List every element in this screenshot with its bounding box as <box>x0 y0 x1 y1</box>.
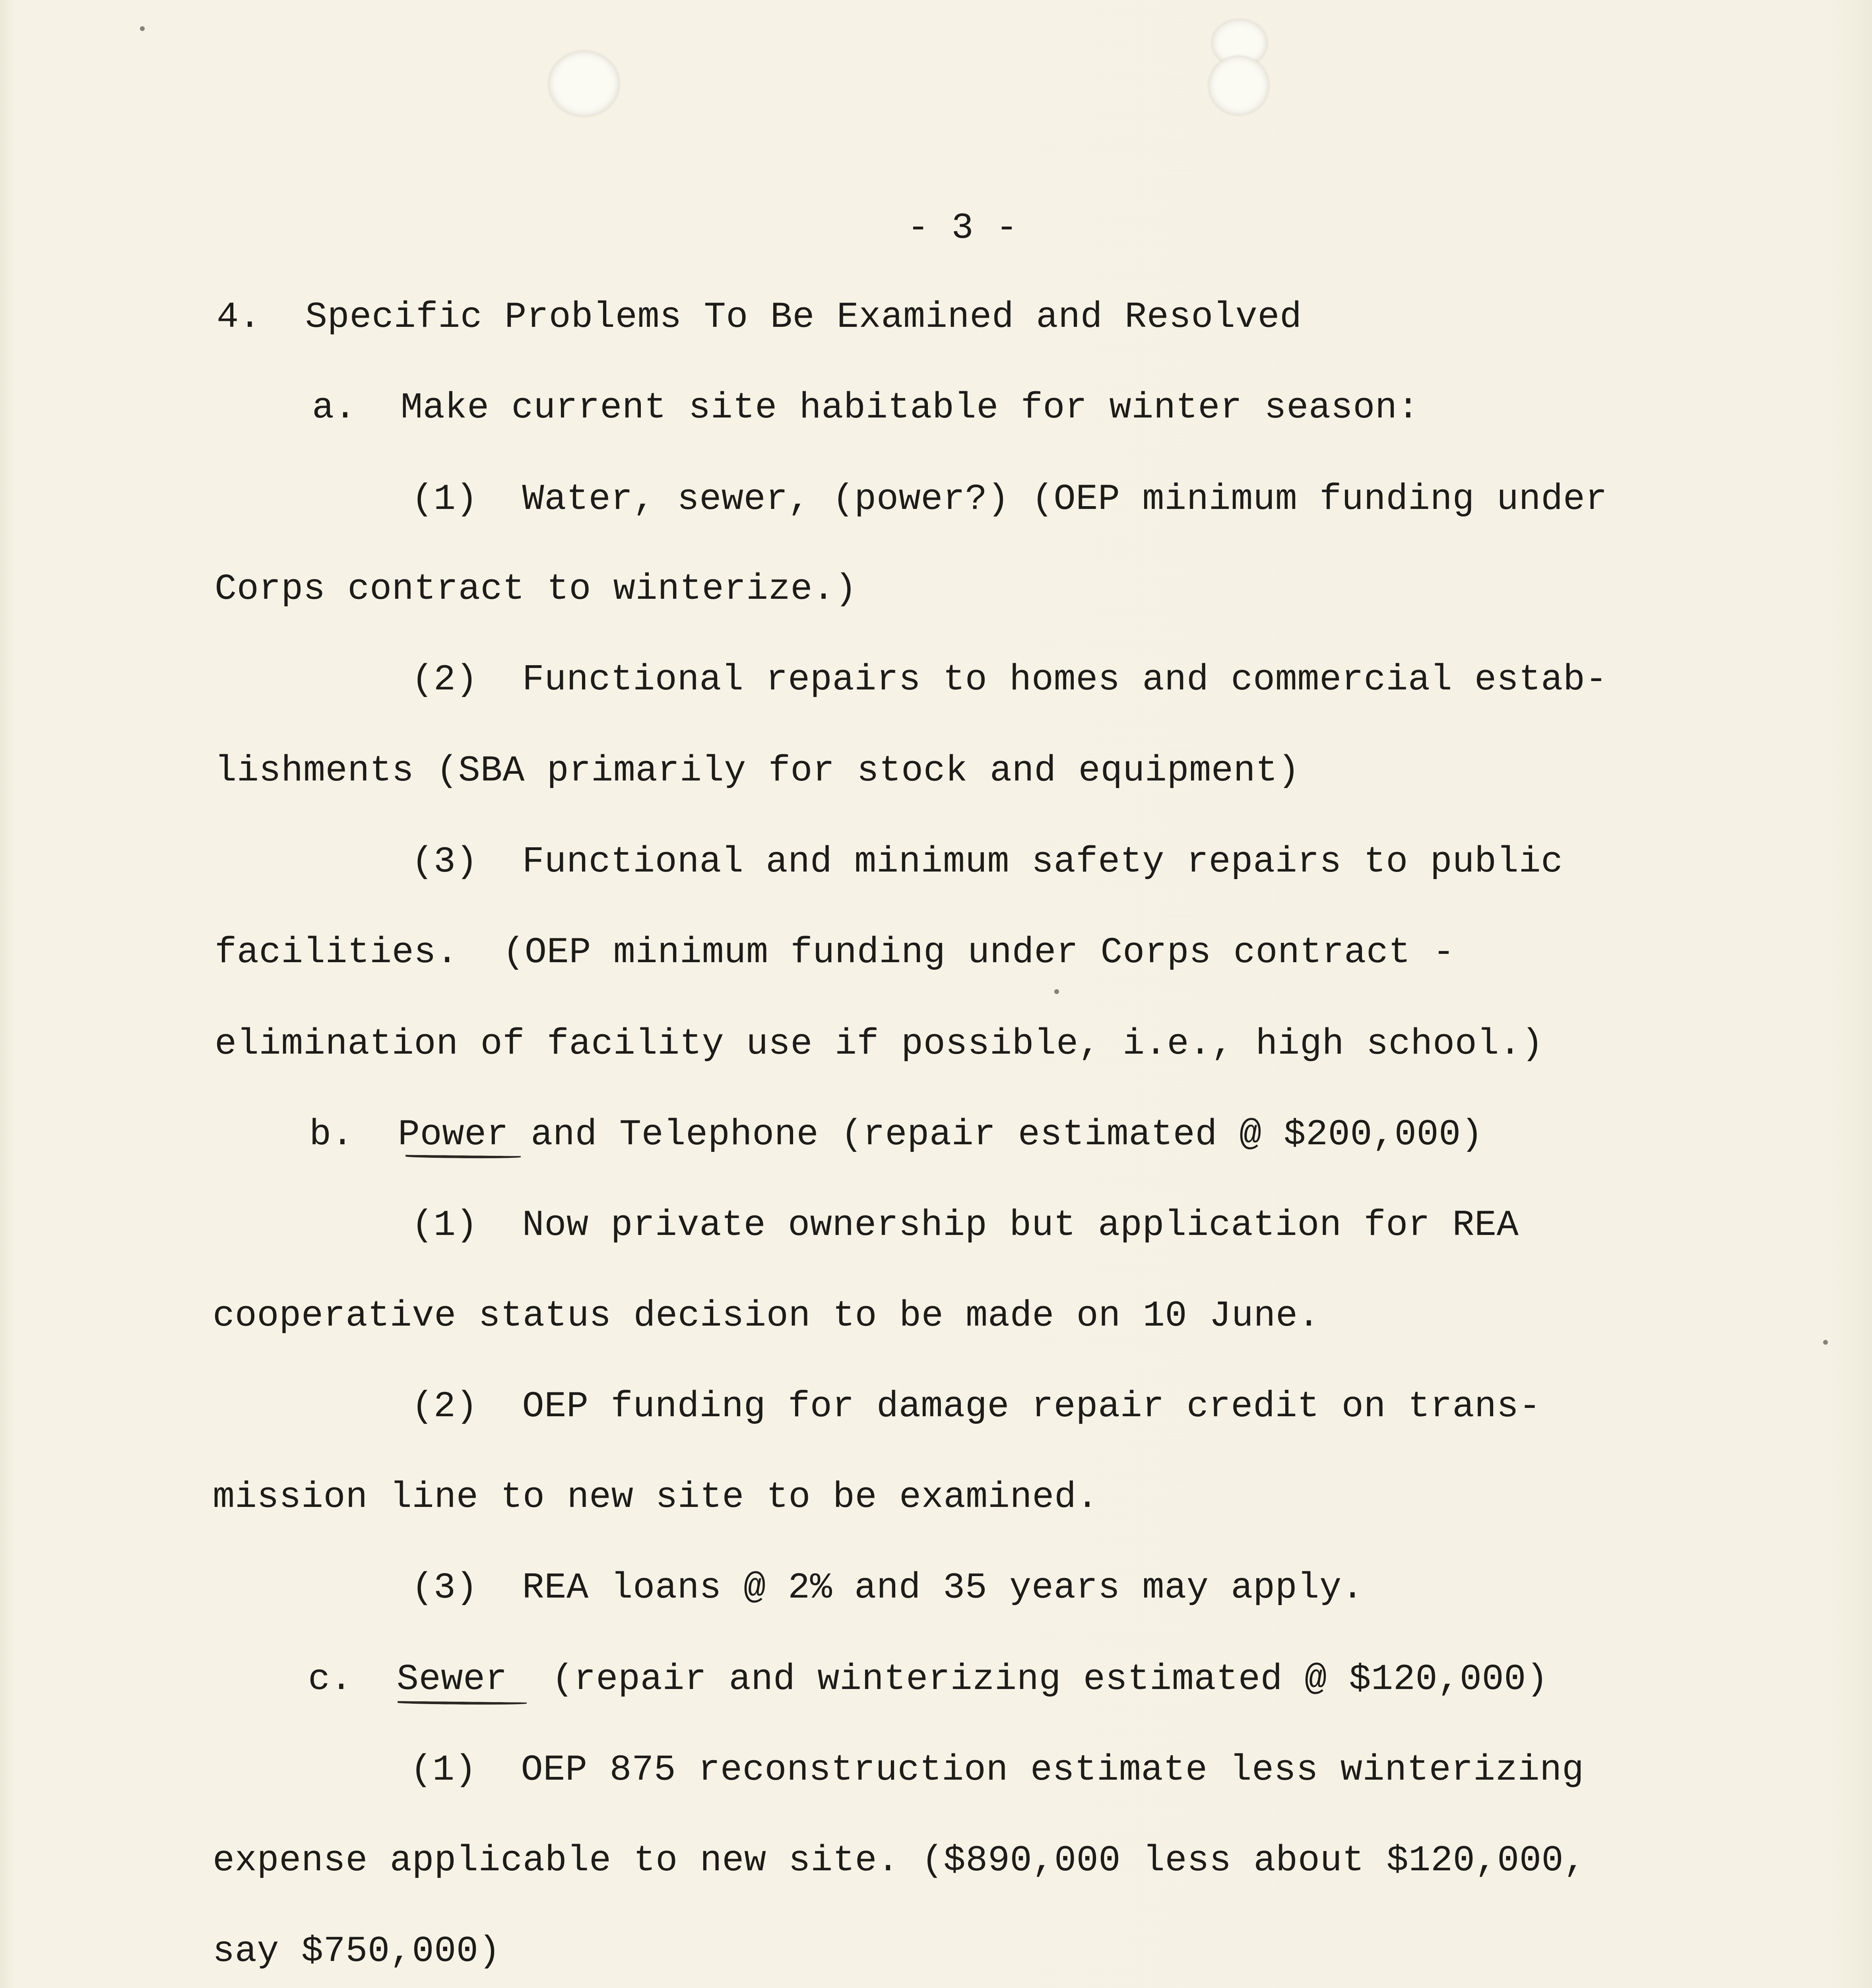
item-a3-continued-2: elimination of facility use if possible, i.e., high school.) <box>215 1023 1544 1065</box>
stray-mark <box>1823 1340 1828 1345</box>
stray-mark <box>1054 989 1059 994</box>
item-a2-continued: lishments (SBA primarily for stock and equipment) <box>215 750 1300 792</box>
item-b1: (1) Now private ownership but application for REA <box>411 1204 1519 1246</box>
item-c: c. Sewer (repair and winterizing estimated @ $120,000) <box>308 1658 1548 1700</box>
page-number: - 3 - <box>907 207 1018 249</box>
section-heading: 4. Specific Problems To Be Examined and Resolved <box>217 296 1302 338</box>
item-b1-continued: cooperative status decision to be made on 10 June. <box>213 1295 1320 1337</box>
item-b2: (2) OEP funding for damage repair credit on trans- <box>411 1386 1541 1427</box>
stray-mark <box>140 26 145 31</box>
item-a2: (2) Functional repairs to homes and commercial estab- <box>411 659 1608 701</box>
item-a: a. Make current site habitable for winter season: <box>312 387 1420 429</box>
underline-sewer <box>398 1701 527 1705</box>
punch-hole-right-lower <box>1209 56 1269 115</box>
item-c1-continued-2: say $750,000) <box>213 1930 501 1972</box>
item-a1: (1) Water, sewer, (power?) (OEP minimum funding under <box>411 478 1608 520</box>
item-a3-continued: facilities. (OEP minimum funding under Corps contract - <box>215 932 1455 973</box>
item-c1-continued: expense applicable to new site. ($890,000 less about $120,000, <box>213 1840 1586 1881</box>
item-b2-continued: mission line to new site to be examined. <box>213 1476 1099 1518</box>
punch-hole-left <box>549 51 619 116</box>
item-c1: (1) OEP 875 reconstruction estimate less winterizing <box>410 1749 1584 1791</box>
item-a3: (3) Functional and minimum safety repairs to public <box>411 841 1563 883</box>
item-a1-continued: Corps contract to winterize.) <box>215 568 857 610</box>
item-b3: (3) REA loans @ 2% and 35 years may apply. <box>411 1567 1364 1609</box>
item-b: b. Power and Telephone (repair estimated @ $200,000) <box>309 1114 1483 1155</box>
